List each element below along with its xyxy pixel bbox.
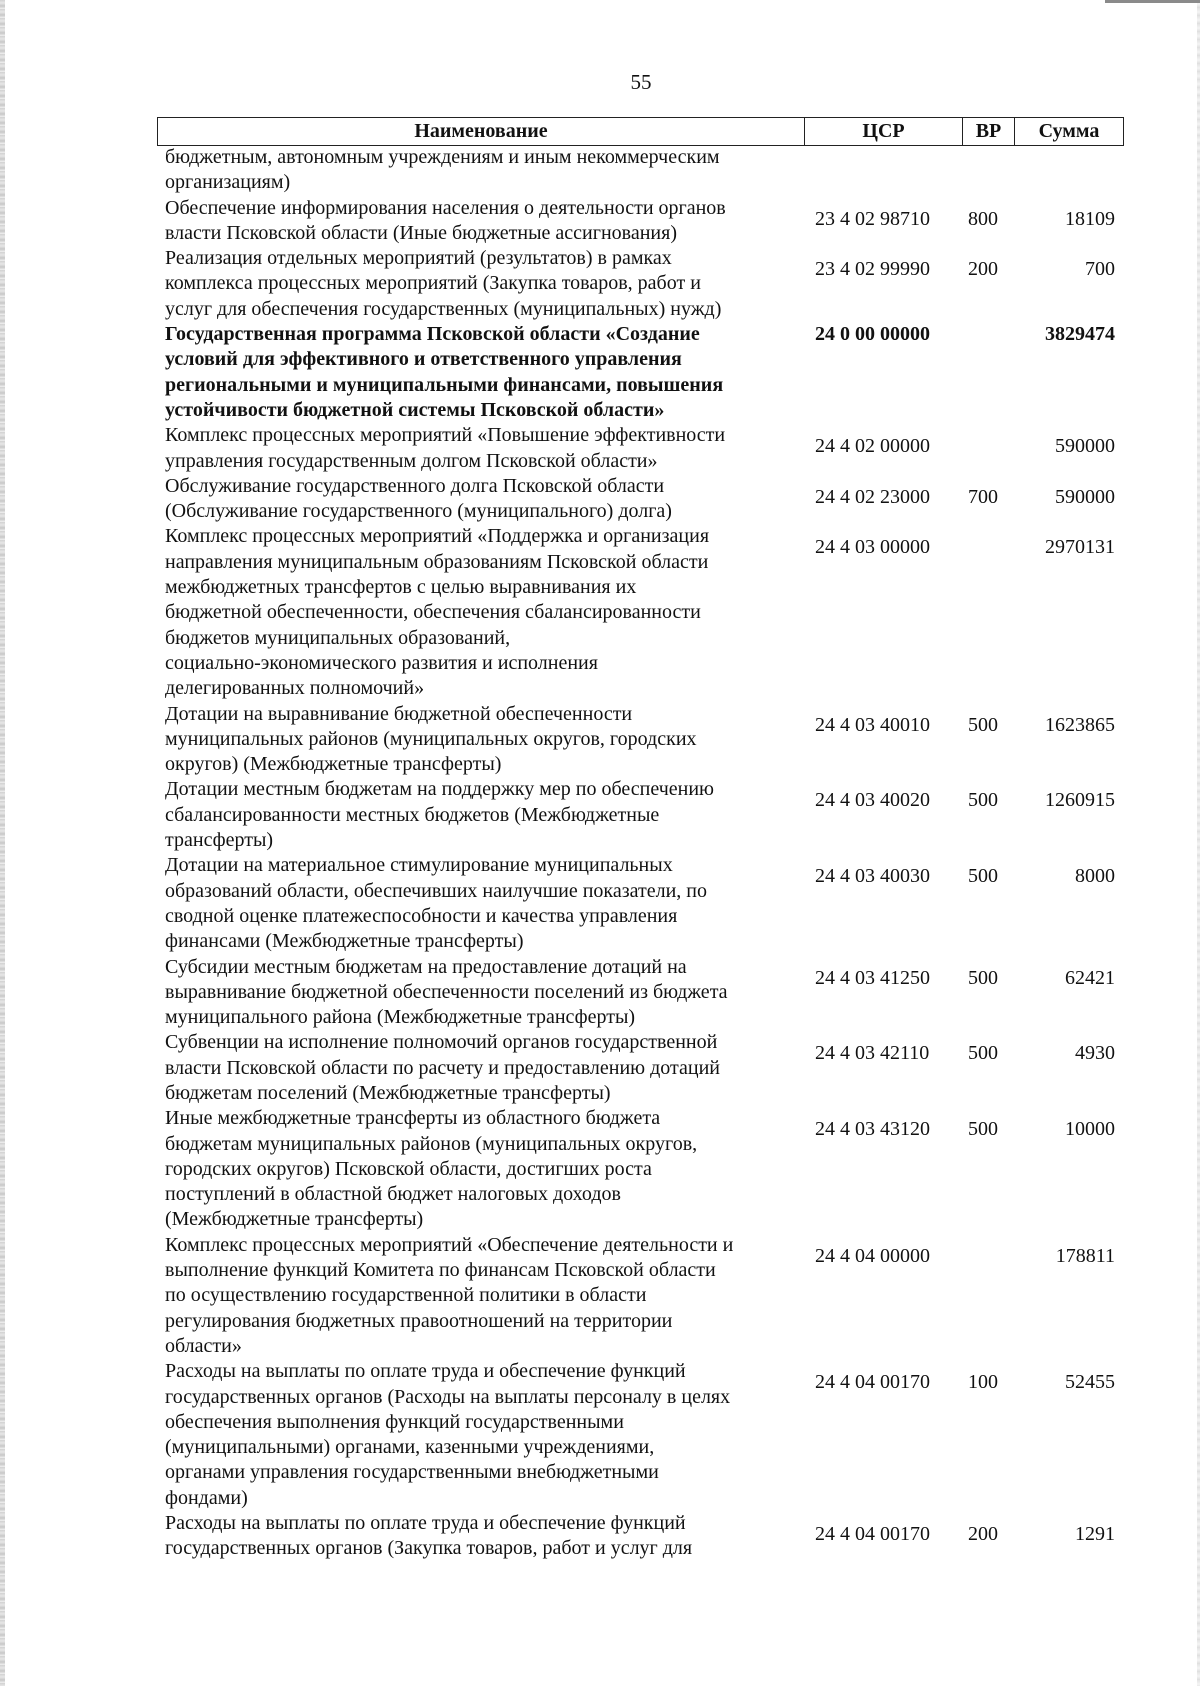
row-vr: 500: [968, 1042, 998, 1065]
row-vr: 200: [968, 1523, 998, 1546]
row-name: Субвенции на исполнение полномочий органов государственной власти Псковской области по расчету и предоставлению дотаций бюджетам поселений (Межбюджетные трансферты): [165, 1031, 721, 1104]
row-name: Иные межбюджетные трансферты из областного бюджета бюджетам муниципальных районов (муниципальных округов, городских округов) Псковской области, достигших роста поступлений в областной бюджет налоговых доходов (Межбюджетные трансферты): [165, 1107, 698, 1231]
table-row: [0, 524, 1200, 701]
row-csr: 24 4 04 00170: [815, 1371, 930, 1394]
row-csr: 24 4 03 40020: [815, 789, 930, 812]
row-csr: 24 4 03 42110: [815, 1042, 930, 1065]
row-vr: 500: [968, 966, 998, 989]
table-body: [0, 145, 1200, 1562]
row-csr: 24 4 02 23000: [815, 485, 930, 508]
row-vr: 100: [968, 1371, 998, 1394]
table-row: [0, 1030, 1200, 1106]
row-vr: 700: [968, 485, 998, 508]
row-sum: 18109: [1065, 207, 1115, 230]
table-row: [0, 474, 1200, 525]
row-sum: 52455: [1065, 1371, 1115, 1394]
row-name: Комплекс процессных мероприятий «Обеспечение деятельности и выполнение функций Комитета по финансам Псковской области по осуществлению государственной политики в области регулирования бюджетных правоотношений на территории области»: [165, 1233, 734, 1357]
table-row: [0, 1511, 1200, 1562]
header-name: Наименование: [158, 118, 805, 145]
row-csr: 24 4 03 00000: [815, 536, 930, 559]
row-vr: 200: [968, 258, 998, 281]
row-sum: 178811: [1055, 1244, 1115, 1267]
table-row: [0, 196, 1200, 247]
row-name: Обслуживание государственного долга Псковской области (Обслуживание государственного (муниципального) долга): [165, 474, 672, 523]
row-name: Расходы на выплаты по оплате труда и обеспечение функций государственных органов (Закупка товаров, работ и услуг для: [165, 1512, 693, 1560]
row-vr: 500: [968, 1118, 998, 1141]
row-csr: 24 4 02 00000: [815, 435, 930, 458]
table-row: [0, 1106, 1200, 1232]
table-row: [0, 1359, 1200, 1511]
table-row: [0, 322, 1200, 423]
row-sum: 10000: [1065, 1118, 1115, 1141]
row-name: Обеспечение информирования населения о деятельности органов власти Псковской области (Иные бюджетные ассигнования): [165, 196, 726, 244]
table-row: [0, 1233, 1200, 1359]
row-name: Государственная программа Псковской области «Создание условий для эффективного и ответственного управления региональными и муниципальными финансами, повышения устойчивости бюджетной системы Псковской области»: [165, 323, 724, 421]
row-csr: 24 4 04 00170: [815, 1523, 930, 1546]
header-csr: ЦСР: [805, 118, 963, 145]
row-csr: 24 0 00 00000: [815, 323, 930, 346]
row-name: Дотации местным бюджетам на поддержку мер по обеспечению сбалансированности местных бюджетов (Межбюджетные трансферты): [165, 778, 714, 852]
row-vr: 500: [968, 789, 998, 812]
table-row: [0, 423, 1200, 474]
row-sum: 62421: [1065, 966, 1115, 989]
table-row: [0, 702, 1200, 778]
table-row: [0, 853, 1200, 954]
row-vr: 500: [968, 713, 998, 736]
row-sum: 590000: [1055, 485, 1115, 508]
row-csr: 24 4 03 41250: [815, 966, 930, 989]
row-name: Дотации на материальное стимулирование муниципальных образований области, обеспечивших наилучшие показатели, по сводной оценке платежеспособности и качества управления финансами (Межбюджетные трансферты): [165, 854, 707, 953]
row-sum: 2970131: [1045, 536, 1115, 559]
row-sum: 590000: [1055, 435, 1115, 458]
row-sum: 4930: [1075, 1042, 1115, 1065]
row-sum: 8000: [1075, 865, 1115, 888]
row-name: Расходы на выплаты по оплате труда и обеспечение функций государственных органов (Расходы на выплаты персоналу в целях обеспечения выполнения функций государственными (муниципальными) органами, казенными учреждениями, органами управления государственными внебюджетными фондами): [165, 1360, 731, 1509]
row-name: Комплекс процессных мероприятий «Повышение эффективности управления государственным долгом Псковской области»: [165, 424, 726, 472]
row-name: Субсидии местным бюджетам на предоставление дотаций на выравнивание бюджетной обеспеченности поселений из бюджета муниципального района (Межбюджетные трансферты): [165, 955, 728, 1029]
table-row: [0, 955, 1200, 1031]
scan-top-right-mark: [1105, 0, 1200, 3]
row-name: Комплекс процессных мероприятий «Поддержка и организация направления муниципальным образованиям Псковской области межбюджетных трансфертов с целью выравнивания их бюджетной обеспеченности, обеспечения сбалансированности бюджетов муниципальных образований, социально-экономического развития и исполнения делегированных полномочий»: [165, 525, 710, 700]
table-row: [0, 145, 1200, 196]
row-sum: 1623865: [1045, 713, 1115, 736]
table-row: [0, 777, 1200, 853]
row-name: Реализация отдельных мероприятий (результатов) в рамках комплекса процессных мероприятий (Закупка товаров, работ и услуг для обеспечения государственных (муниципальных) нужд): [165, 247, 722, 320]
row-sum: 700: [1085, 258, 1115, 281]
row-vr: 500: [968, 865, 998, 888]
header-vr: ВР: [963, 118, 1015, 145]
row-csr: 23 4 02 98710: [815, 207, 930, 230]
table-row: [0, 246, 1200, 322]
row-csr: 23 4 02 99990: [815, 258, 930, 281]
row-csr: 24 4 03 40010: [815, 713, 930, 736]
header-sum: Сумма: [1038, 120, 1100, 142]
row-sum: 1291: [1075, 1523, 1115, 1546]
row-sum: 1260915: [1045, 789, 1115, 812]
row-vr: 800: [968, 207, 998, 230]
row-name: бюджетным, автономным учреждениям и иным некоммерческим организациям): [165, 146, 720, 194]
row-sum: 3829474: [1045, 323, 1115, 346]
row-csr: 24 4 03 40030: [815, 865, 930, 888]
row-name: Дотации на выравнивание бюджетной обеспеченности муниципальных районов (муниципальных округов, городских округов) (Межбюджетные трансферты): [165, 702, 697, 776]
row-csr: 24 4 03 43120: [815, 1118, 930, 1141]
table-header: [157, 117, 1124, 146]
row-csr: 24 4 04 00000: [815, 1244, 930, 1267]
page-number: 55: [630, 70, 652, 94]
